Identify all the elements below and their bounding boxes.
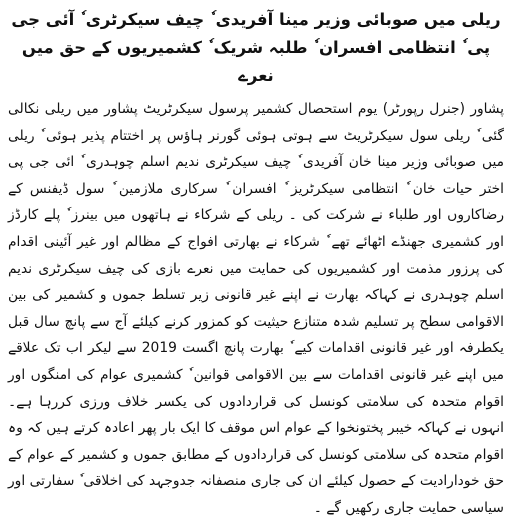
article-headline: ریلی میں صوبائی وزیر مینا آفریدی ٗ چیف سیکرٹری ٗ آئی جی پی ٗ انتظامی افسران ٗ طلبہ شریک ٗ کشمیریوں کے حق میں نعرے [11, 10, 501, 85]
article-body: پشاور (جنرل رپورٹر) یوم استحصال کشمیر پرسول سیکرٹریٹ پشاور میں ریلی نکالی گئی ٗ ریلی سول سیکرٹریٹ سے ہوتی ہوئی گورنر ہاؤس پر اختتام پذیر ہوئی ٗ ریلی میں صوبائی وزیر مینا خان آفریدی ٗ چیف سیکرٹری ندیم اسلم چوہدری ٗ ائی جی پی اختر حیات خان ٗ انتظامی سیکرٹریز ٗ افسران ٗ سرکاری ملازمین ٗ سول ڈیفنس کے رضاکاروں اور طلباء نے شرکت کی ۔ ریلی کے شرکاء نے ہاتھوں میں بینرز ٗ پلے کارڈز اور کشمیری جھنڈے اٹھائے تھے ٗ شرکاء نے بھارتی افواج کے مظالم اور غیر آئینی اقدام کی پرزور مذمت اور کشمیریوں کی حمایت میں نعرے بازی کی چیف سیکرٹری ندیم اسلم چوہدری نے کہاکہ بھارت نے اپنے غیر قانونی زیر تسلط جموں و کشمیر کی بین الاقوامی سطح پر تسلیم شدہ متنازع حیثیت کو کمزور کرنے کیلئے آج سے پانچ سال قبل یکطرفہ اور غیر قانونی اقدامات کیے ٗ بھارت پانچ اگست 2019 سے لیکر اب تک علاقے میں اپنے غیر قانونی اقدامات سے بین الاقوامی قوانین ٗ کشمیری عوام کی امنگوں اور اقوام متحدہ کی سلامتی کونسل کی قراردادوں کی یکسر خلاف ورزی کررہا ہے۔ انہوں نے کہاکہ خیبر پختونخوا کے عوام اس موقف کا ایک بار پھر اعادہ کرتے ہیں کہ وہ اقوام متحدہ کی سلامتی کونسل کی قراردادوں کے مطابق جموں و کشمیر کے عوام کے حق خودارادیت کے حصول کیلئے ان کی جاری منصفانہ جدوجہد کی اخلاقی ٗ سفارتی اور سیاسی حمایت جاری رکھیں گے ۔ [8, 101, 504, 516]
